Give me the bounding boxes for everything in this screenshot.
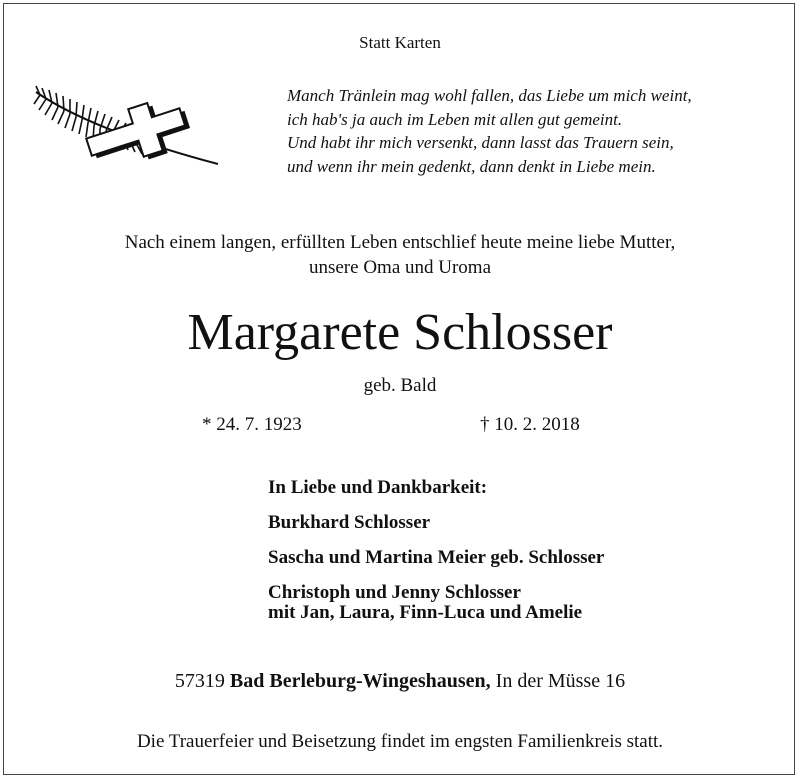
death-date: † 10. 2. 2018 [480,414,580,435]
mourners-heading: In Liebe und Dankbarkeit: [268,477,488,498]
poem-line: ich hab's ja auch im Leben mit allen gut gemeint. [287,109,623,129]
city: Bad Berleburg-Wingeshausen, [229,670,491,692]
mourners-list [268,478,604,638]
poem-line: und wenn ihr mein gedenkt, dann denkt in Liebe mein. [287,156,656,176]
street: In der Müsse 16 [495,670,626,692]
intro-line: Nach einem langen, erfüllten Leben entschlief heute meine liebe Mutter, [124,232,676,253]
poem-line: Und habt ihr mich versenkt, dann lasst das Trauern sein, [287,133,674,152]
intro-text [0,230,800,280]
mourner-name: Burkhard Schlosser [268,512,431,533]
birth-date: * 24. 7. 1923 [202,414,302,435]
poem-line: Manch Tränlein mag wohl fallen, das Liebe um mich weint, [287,86,692,105]
postal-code: 57319 [174,670,225,692]
poem [287,84,692,178]
intro-line: unsere Oma und Uroma [308,257,492,278]
cross-with-palm-frond-icon [30,84,226,170]
deceased-name: Margarete Schlosser [187,304,613,361]
mourner-name: Sascha und Martina Meier geb. Schlosser [268,547,605,568]
maiden-name: geb. Bald [363,375,437,396]
mourner-family-line: Christoph und Jenny Schlosser [268,582,521,603]
mourner-family [268,583,604,623]
header-statt-karten: Statt Karten [359,33,441,52]
mourner-family-line: mit Jan, Laura, Finn-Luca und Amelie [268,602,583,623]
address [0,670,800,693]
funeral-note: Die Trauerfeier und Beisetzung findet im engsten Familienkreis statt. [136,731,664,752]
